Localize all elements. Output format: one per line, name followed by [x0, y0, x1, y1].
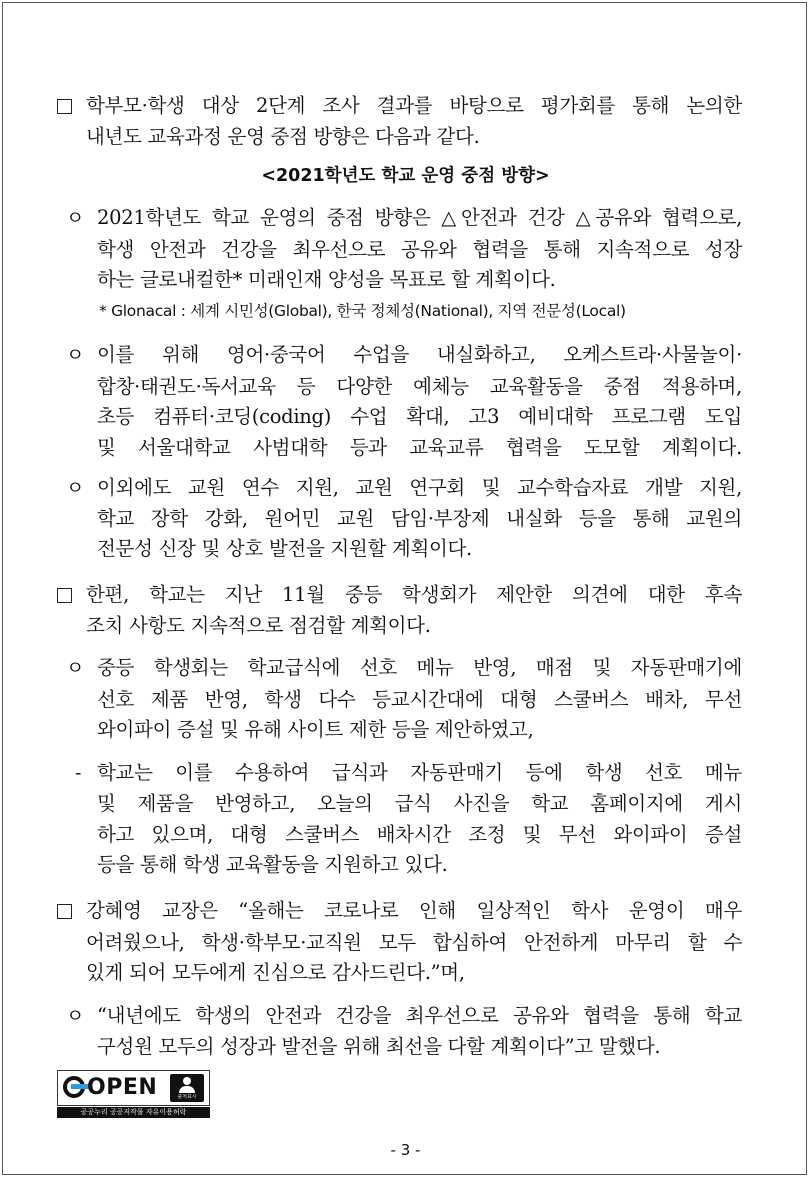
para3-line-3: 있게 되어 모두에게 진심으로 감사드린다.”며, — [86, 961, 465, 984]
bullet4-line-2: 선호 제품 반영, 학생 다수 등교시간대에 대형 스쿨버스 배차, 무선 — [97, 688, 742, 711]
bullet1-line-3: 하는 글로내컬한* 미래인재 양성을 목표로 할 계획이다. — [97, 268, 556, 291]
bullet3-line-3: 전문성 신장 및 상호 발전을 지원할 계획이다. — [97, 537, 472, 560]
kogl-open-logo — [57, 1070, 210, 1118]
para3-line-1: 강혜영 교장은 “올해는 코로나로 인해 일상적인 학사 운영이 매우 — [86, 899, 742, 922]
bullet1-line-2: 학생 안전과 건강을 최우선으로 공유와 협력을 통해 지속적으로 성장 — [97, 238, 742, 261]
bullet-marker-4: ㅇ — [66, 657, 85, 679]
bullet3-line-1: 이외에도 교원 연수 지원, 교원 연구회 및 교수학습자료 개발 지원, — [97, 476, 742, 499]
para2-line-2: 조치 사항도 지속적으로 점검할 계획이다. — [86, 614, 431, 637]
bullet4-line-3: 와이파이 증설 및 유해 사이트 제한 등을 제안하였고, — [97, 718, 534, 741]
page-number: - 3 - — [390, 1141, 421, 1159]
bullet2-line-4: 및 서울대학교 사범대학 등과 교육교류 협력을 도모할 계획이다. — [97, 436, 742, 459]
checkbox-marker-2 — [57, 588, 72, 603]
checkbox-marker-3 — [57, 904, 72, 919]
bullet-marker-3: ㅇ — [66, 477, 85, 499]
bullet1-line-1: 2021학년도 학교 운영의 중점 방향은 △안전과 건강 △공유와 협력으로, — [97, 206, 742, 229]
dash1-line-4: 등을 통해 학생 교육활동을 지원하고 있다. — [97, 853, 448, 876]
attribution-badge-label: 출처표시 — [177, 1094, 197, 1100]
section-heading: <2021학년도 학교 운영 중점 방향> — [261, 166, 550, 186]
footnote: * Glonacal : 세계 시민성(Global), 한국 정체성(National), 지역 전문성(Local) — [99, 302, 626, 320]
bullet2-line-1: 이를 위해 영어·중국어 수업을 내실화하고, 오케스트라·사물놀이· — [97, 343, 742, 366]
bullet4-line-1: 중등 학생회는 학교급식에 선호 메뉴 반영, 매점 및 자동판매기에 — [97, 656, 742, 679]
bullet-marker-2: ㅇ — [66, 344, 85, 366]
dash-marker-1: - — [75, 762, 82, 784]
dash1-line-3: 하고 있으며, 대형 스쿨버스 배차시간 조정 및 무선 와이파이 증설 — [97, 823, 742, 846]
para3-line-2: 어려웠으나, 학생·학부모·교직원 모두 합심하여 안전하게 마무리 할 수 — [86, 931, 742, 954]
logo-caption: 공공누리 공공저작물 자유이용허락 — [57, 1107, 210, 1118]
dash1-line-2: 및 제품을 반영하고, 오늘의 급식 사진을 학교 홈페이지에 게시 — [97, 792, 742, 815]
bullet5-line-2: 구성원 모두의 성장과 발전을 위해 최선을 다할 계획이다”고 말했다. — [97, 1035, 661, 1058]
bullet2-line-2: 합창·태권도·독서교육 등 다양한 예체능 교육활동을 중점 적용하며, — [97, 375, 742, 398]
para2-line-1: 한편, 학교는 지난 11월 중등 학생회가 제안한 의견에 대한 후속 — [86, 583, 742, 606]
bullet2-line-3: 초등 컴퓨터·코딩(coding) 수업 확대, 고3 예비대학 프로그램 도입 — [97, 405, 742, 428]
open-wordmark: OPEN — [87, 1075, 158, 1100]
attribution-badge-icon — [170, 1074, 204, 1102]
bullet3-line-2: 학교 장학 강화, 원어민 교원 담임·부장제 내실화 등을 통해 교원의 — [97, 507, 742, 530]
dash1-line-1: 학교는 이를 수용하여 급식과 자동판매기 등에 학생 선호 메뉴 — [97, 761, 742, 784]
bullet-marker-1: ㅇ — [66, 207, 85, 229]
bullet-marker-5: ㅇ — [66, 1005, 85, 1027]
para1-line-2: 내년도 교육과정 운영 중점 방향은 다음과 같다. — [86, 125, 480, 148]
bullet5-line-1: “내년에도 학생의 안전과 건강을 최우선으로 공유와 협력을 통해 학교 — [97, 1004, 742, 1027]
checkbox-marker-1 — [57, 99, 72, 114]
para1-line-1: 학부모·학생 대상 2단계 조사 결과를 바탕으로 평가회를 통해 논의한 — [86, 94, 742, 117]
